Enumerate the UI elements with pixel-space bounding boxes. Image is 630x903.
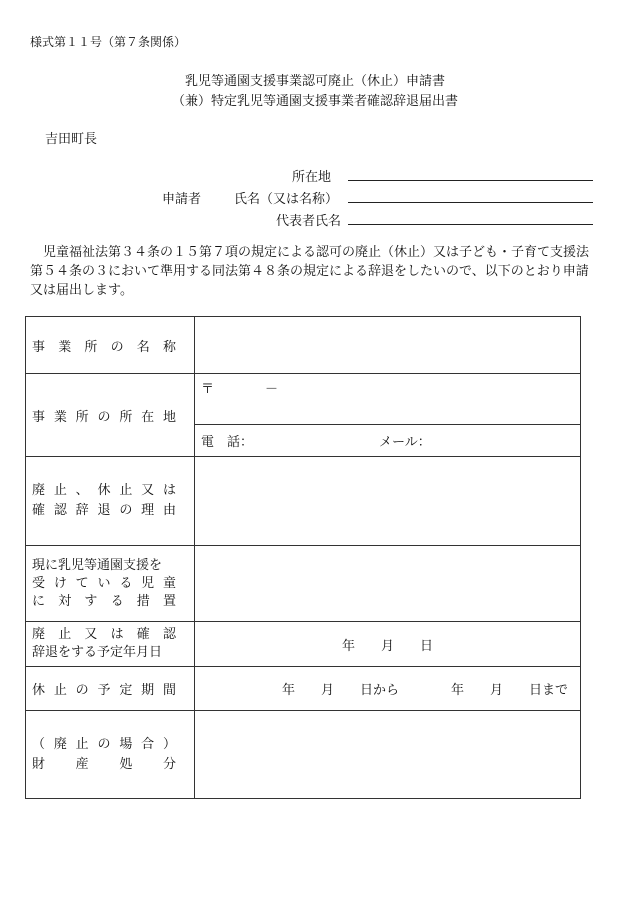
contact-field[interactable] [195,425,581,457]
facility-location-label-text: 事 業 所 の 所 在 地 [32,409,176,425]
measures-label-line2: 受 け て い る 児 童 [32,575,176,591]
form-number: 様式第１１号（第７条関係） [30,35,187,49]
property-disposal-label-line1: （ 廃 止 の 場 合 ） [32,736,176,752]
measures-label [26,546,195,622]
form-title-line1: 乳児等通園支援事業認可廃止（休止）申請書 [184,74,445,89]
suspension-period-field[interactable] [195,667,581,711]
representative-label: 代表者氏名 [276,214,342,229]
planned-date-field[interactable] [195,622,581,667]
representative-line[interactable] [348,224,593,225]
property-disposal-label-line2: 財 産 処 分 [32,756,176,772]
name-line[interactable] [348,202,593,203]
planned-date-value: 年 月 日 [341,638,433,654]
suspension-period-label [26,667,195,711]
email-label: メール： [379,435,431,450]
property-disposal-field[interactable] [195,711,581,799]
phone-label: 電 話： [201,435,254,450]
addressee: 吉田町長 [45,132,98,147]
applicant-label: 申請者 [162,192,202,207]
reason-label [26,457,195,546]
measures-label-line1: 現に乳児等通園支援を [32,557,163,573]
address-line[interactable] [348,180,593,181]
measures-label-line3: に 対 す る 措 置 [32,593,176,609]
measures-field[interactable] [195,546,581,622]
suspension-period-value: 年 月 日から 年 月 日まで [281,683,568,698]
application-table [25,316,581,799]
postal-dash: － [265,382,279,397]
reason-label-line2: 確 認 辞 退 の 理 由 [32,503,176,518]
postal-mark: 〒 [201,382,215,397]
address-label: 所在地 [292,170,332,185]
planned-date-label [26,622,195,667]
facility-name-label [26,317,195,374]
facility-name-field[interactable] [195,317,581,374]
body-text: 児童福祉法第３４条の１５第７項の規定による認可の廃止（休止）又は子ども・子育て支援法第５４条の３において準用する同法第４８条の規定による辞退をしたいので、以下のとおり申請又は届出します。 [30,245,590,298]
reason-field[interactable] [195,457,581,546]
planned-date-label-line1: 廃 止 又 は 確 認 [32,627,176,642]
postal-address-field[interactable] [195,374,581,425]
facility-name-label-text: 事 業 所 の 名 称 [32,339,176,355]
planned-date-label-line2: 辞退をする予定年月日 [32,645,163,660]
property-disposal-label [26,711,195,799]
name-label: 氏名（又は名称） [234,192,339,207]
suspension-period-label-text: 休 止 の 予 定 期 間 [32,683,176,698]
form-title-line2: （兼）特定乳児等通園支援事業者確認辞退届出書 [171,94,458,109]
facility-location-label [26,374,195,457]
reason-label-line1: 廃 止 、 休 止 又 は [32,483,176,498]
